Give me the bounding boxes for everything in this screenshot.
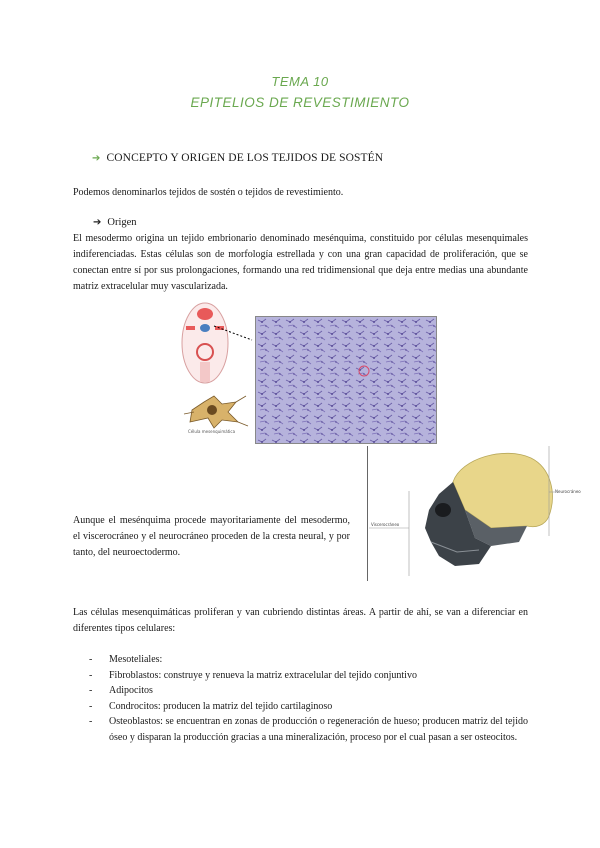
title-line-2: EPITELIOS DE REVESTIMIENTO [190, 95, 410, 110]
cell-types-list [73, 652, 528, 745]
skull-figure [369, 446, 587, 581]
section-heading [92, 152, 383, 164]
origin-subheading-text: Origen [107, 217, 137, 228]
embryo-diagram-icon [178, 300, 254, 440]
skull-diagram-icon [369, 446, 587, 581]
list-item [73, 683, 528, 699]
mesenchyme-micrograph [255, 316, 437, 444]
list-item [73, 714, 528, 745]
list-item [73, 652, 528, 668]
intro-paragraph: Podemos denominarlos tejidos de sostén o tejidos de revestimiento. [73, 187, 344, 198]
list-item [73, 699, 528, 715]
list-item-text: Osteoblastos: se encuentran en zonas de producción o regeneración de hueso; producen matriz del tejido óseo y disparan la producción gracias a una mineralización, proceso por el cual pasan a ser osteocitos. [109, 716, 528, 743]
list-item-text: Fibroblastos: construye y renueva la matriz extracelular del tejido conjuntivo [109, 669, 417, 681]
dash-bullet: - [89, 700, 93, 712]
figure-divider [367, 446, 368, 581]
dash-bullet: - [89, 669, 93, 681]
viscerocranium-label: Viscerocráneo [371, 522, 400, 527]
differentiation-paragraph: Las células mesenquimáticas proliferan y van cubriendo distintas áreas. A partir de ahí, se van a diferenciar en diferentes tipos celulares: [73, 607, 528, 634]
dash-bullet: - [89, 685, 93, 696]
origin-paragraph: El mesodermo origina un tejido embrionario denominado mesénquima, constituido por células mesenquimales indiferenciadas. Estas células son de morfología estrellada y con una gran capacidad de proliferación, que se conectan entre sí por sus prolongaciones, formando una red tridimensional que deja entre medias una abundante matriz extracelular muy vascularizada. [73, 233, 528, 292]
micrograph-image-icon [256, 317, 436, 443]
mesenchyme-origin-paragraph: Aunque el mesénquima procede mayoritariamente del mesodermo, el viscerocráneo y el neurocráneo proceden de la cresta neural, y por tanto, del neuroectodermo. [73, 515, 350, 558]
list-item [73, 668, 528, 684]
arrow-right-icon: ➔ [92, 153, 101, 164]
dash-bullet: - [89, 654, 93, 665]
list-item-text: Mesoteliales: [109, 654, 163, 665]
list-item-text: Adipocitos [109, 685, 153, 696]
arrow-right-icon: ➔ [93, 217, 102, 228]
list-item-text: Condrocitos: producen la matriz del tejido cartilaginoso [109, 700, 333, 712]
mesenchymal-cell-label: Célula mesenquimática [188, 429, 236, 434]
section-heading-text: CONCEPTO Y ORIGEN DE LOS TEJIDOS DE SOSTÉN [106, 152, 384, 164]
origin-subheading [93, 217, 137, 228]
dash-bullet: - [89, 716, 93, 727]
title-line-1: TEMA 10 [271, 74, 329, 89]
neurocranium-label: Neurocráneo [555, 489, 581, 494]
embryo-cross-section-figure [178, 300, 254, 440]
